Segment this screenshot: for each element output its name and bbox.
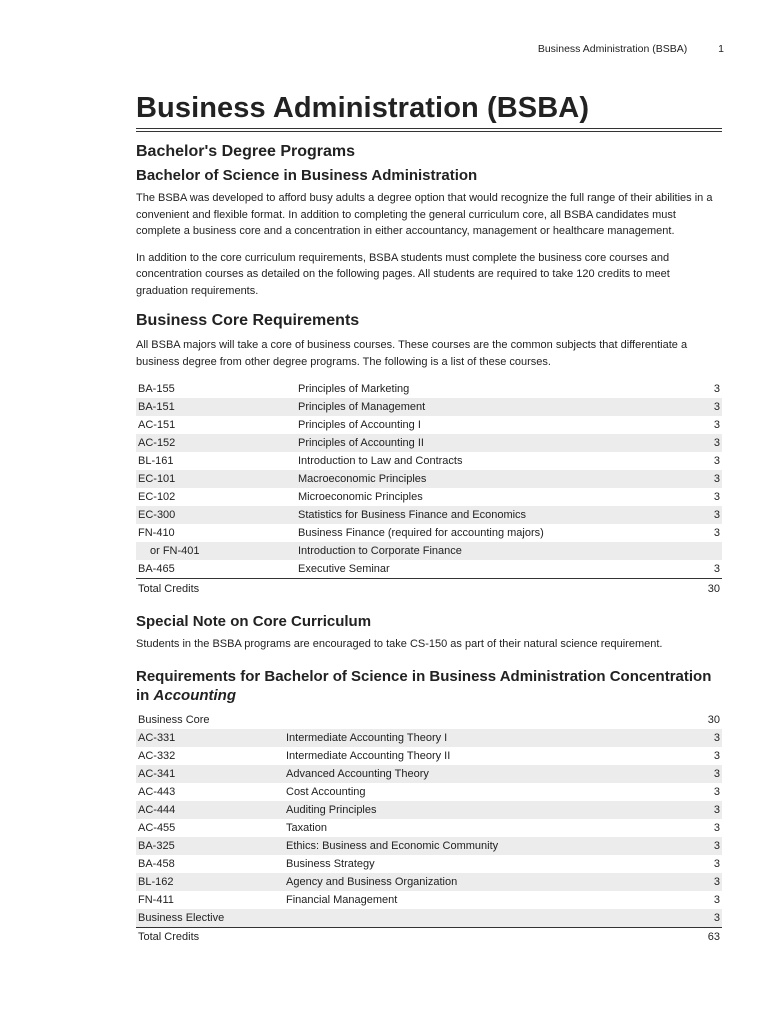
course-credits: 3 — [713, 821, 720, 834]
table-row — [136, 801, 722, 819]
course-credits: 3 — [713, 527, 720, 539]
course-code: AC-331 — [136, 729, 284, 747]
course-title — [284, 909, 678, 928]
course-code: FN-411 — [138, 893, 174, 906]
course-title: Executive Seminar — [298, 563, 390, 575]
course-title: Cost Accounting — [286, 785, 366, 798]
running-header — [0, 43, 724, 55]
course-code: EC-102 — [138, 491, 176, 503]
accounting-table — [136, 711, 722, 947]
course-title: Taxation — [286, 821, 327, 834]
course-credits: 3 — [678, 398, 722, 416]
course-credits — [678, 542, 722, 560]
table-row — [136, 434, 722, 452]
course-credits: 3 — [678, 873, 722, 891]
course-code: BA-151 — [136, 398, 296, 416]
business-core-row — [136, 711, 722, 729]
accounting-total-row — [136, 927, 722, 947]
course-credits: 3 — [678, 506, 722, 524]
table-row — [136, 855, 722, 873]
course-credits: 3 — [678, 434, 722, 452]
running-header-title: Business Administration (BSBA) — [537, 43, 688, 55]
intro-paragraph-1: The BSBA was developed to afford busy adults a degree option that would recognize the full range of their abilities in a convenient and flexible format. In addition to completing the general curriculum core, all BSBA candidates must complete a business core and a concentration in either accountancy, management or healthcare management. — [136, 192, 713, 237]
special-note-text: Students in the BSBA programs are encouraged to take CS-150 as part of their natural science requirement. — [136, 638, 663, 650]
course-code: AC-151 — [138, 419, 176, 431]
course-code: AC-341 — [136, 765, 284, 783]
course-title: Microeconomic Principles — [298, 491, 423, 503]
course-title: Auditing Principles — [284, 801, 678, 819]
course-title: Intermediate Accounting Theory II — [286, 749, 451, 762]
table-row — [136, 506, 722, 524]
table-row — [136, 488, 722, 506]
course-code: EC-300 — [136, 506, 296, 524]
business-core-total-row — [136, 579, 722, 599]
course-credits: 3 — [678, 801, 722, 819]
course-title: Statistics for Business Finance and Economics — [296, 506, 678, 524]
table-row — [136, 398, 722, 416]
table-row — [136, 891, 722, 909]
title-rule — [136, 128, 722, 132]
table-row — [136, 873, 722, 891]
table-row — [136, 560, 722, 579]
table-row — [136, 416, 722, 434]
course-credits: 3 — [678, 765, 722, 783]
course-title: Advanced Accounting Theory — [284, 765, 678, 783]
table-row — [136, 783, 722, 801]
section-heading: Bachelor's Degree Programs — [136, 143, 356, 160]
table-row — [136, 765, 722, 783]
page-number: 1 — [718, 43, 724, 55]
course-credits: 3 — [713, 785, 720, 798]
course-code: AC-332 — [138, 749, 176, 762]
accounting-heading-emphasis: Accounting — [153, 686, 237, 704]
course-code: BA-458 — [138, 857, 175, 870]
course-code: FN-410 — [138, 527, 175, 539]
total-label: Total Credits — [136, 579, 296, 599]
course-credits: 3 — [713, 383, 720, 395]
course-code: Business Elective — [136, 909, 284, 928]
course-credits: 3 — [678, 837, 722, 855]
course-title: Principles of Marketing — [298, 383, 410, 395]
course-credits: 3 — [678, 909, 722, 928]
course-code: BL-162 — [136, 873, 284, 891]
table-row — [136, 729, 722, 747]
accounting-heading — [136, 667, 722, 705]
course-title: Introduction to Law and Contracts — [298, 455, 463, 467]
course-code: BA-155 — [138, 383, 175, 395]
intro-paragraph-2: In addition to the core curriculum requirements, BSBA students must complete the business core courses and concentration courses as detailed on the following pages. All students are required to take 120 credits to meet graduation requirements. — [136, 251, 670, 297]
table-row — [136, 470, 722, 488]
business-core-table — [136, 380, 722, 598]
course-credits: 3 — [713, 455, 720, 467]
course-credits: 3 — [713, 563, 720, 575]
table-row — [136, 542, 722, 560]
course-code: BA-325 — [136, 837, 284, 855]
course-title: Introduction to Corporate Finance — [296, 542, 678, 560]
course-title: Principles of Accounting I — [298, 419, 421, 431]
table-row — [136, 380, 722, 398]
special-note-heading: Special Note on Core Curriculum — [136, 613, 372, 630]
table-row — [136, 909, 722, 928]
course-code: AC-152 — [136, 434, 296, 452]
course-credits: 3 — [713, 419, 720, 431]
total-credits: 63 — [678, 927, 722, 947]
course-credits: 3 — [713, 749, 720, 762]
business-core-credits: 30 — [707, 713, 720, 726]
course-credits: 3 — [713, 491, 720, 503]
business-core-heading: Business Core Requirements — [136, 312, 360, 329]
course-code: or FN-401 — [136, 542, 296, 560]
course-title: Intermediate Accounting Theory I — [284, 729, 678, 747]
course-code: BL-161 — [138, 455, 174, 467]
business-core-intro: All BSBA majors will take a core of business courses. These courses are the common subjects that differentiate a business degree from other degree programs. The following is a list of these courses. — [136, 339, 688, 368]
page-content — [136, 90, 722, 947]
course-title: Principles of Management — [296, 398, 678, 416]
table-row — [136, 452, 722, 470]
course-code: EC-101 — [136, 470, 296, 488]
total-label: Total Credits — [136, 927, 284, 947]
table-row — [136, 837, 722, 855]
subsection-heading: Bachelor of Science in Business Administration — [136, 167, 478, 184]
course-code: AC-455 — [138, 821, 176, 834]
course-credits: 3 — [678, 729, 722, 747]
table-row — [136, 819, 722, 837]
course-code: AC-443 — [138, 785, 176, 798]
business-core-label: Business Core — [138, 713, 210, 726]
table-row — [136, 747, 722, 765]
course-title: Business Finance (required for accounting majors) — [298, 527, 544, 539]
document-title: Business Administration (BSBA) — [136, 92, 590, 124]
course-code: AC-444 — [136, 801, 284, 819]
total-credits: 30 — [678, 579, 722, 599]
course-code: BA-465 — [138, 563, 175, 575]
course-title: Ethics: Business and Economic Community — [284, 837, 678, 855]
course-title: Business Strategy — [286, 857, 375, 870]
table-row — [136, 524, 722, 542]
accounting-heading-text: Requirements for Bachelor of Science in Business Administration Concentration in — [136, 667, 712, 704]
course-title: Financial Management — [286, 893, 398, 906]
course-credits: 3 — [713, 857, 720, 870]
course-credits: 3 — [678, 470, 722, 488]
course-title: Macroeconomic Principles — [296, 470, 678, 488]
course-title: Agency and Business Organization — [284, 873, 678, 891]
course-credits: 3 — [713, 893, 720, 906]
course-title: Principles of Accounting II — [296, 434, 678, 452]
